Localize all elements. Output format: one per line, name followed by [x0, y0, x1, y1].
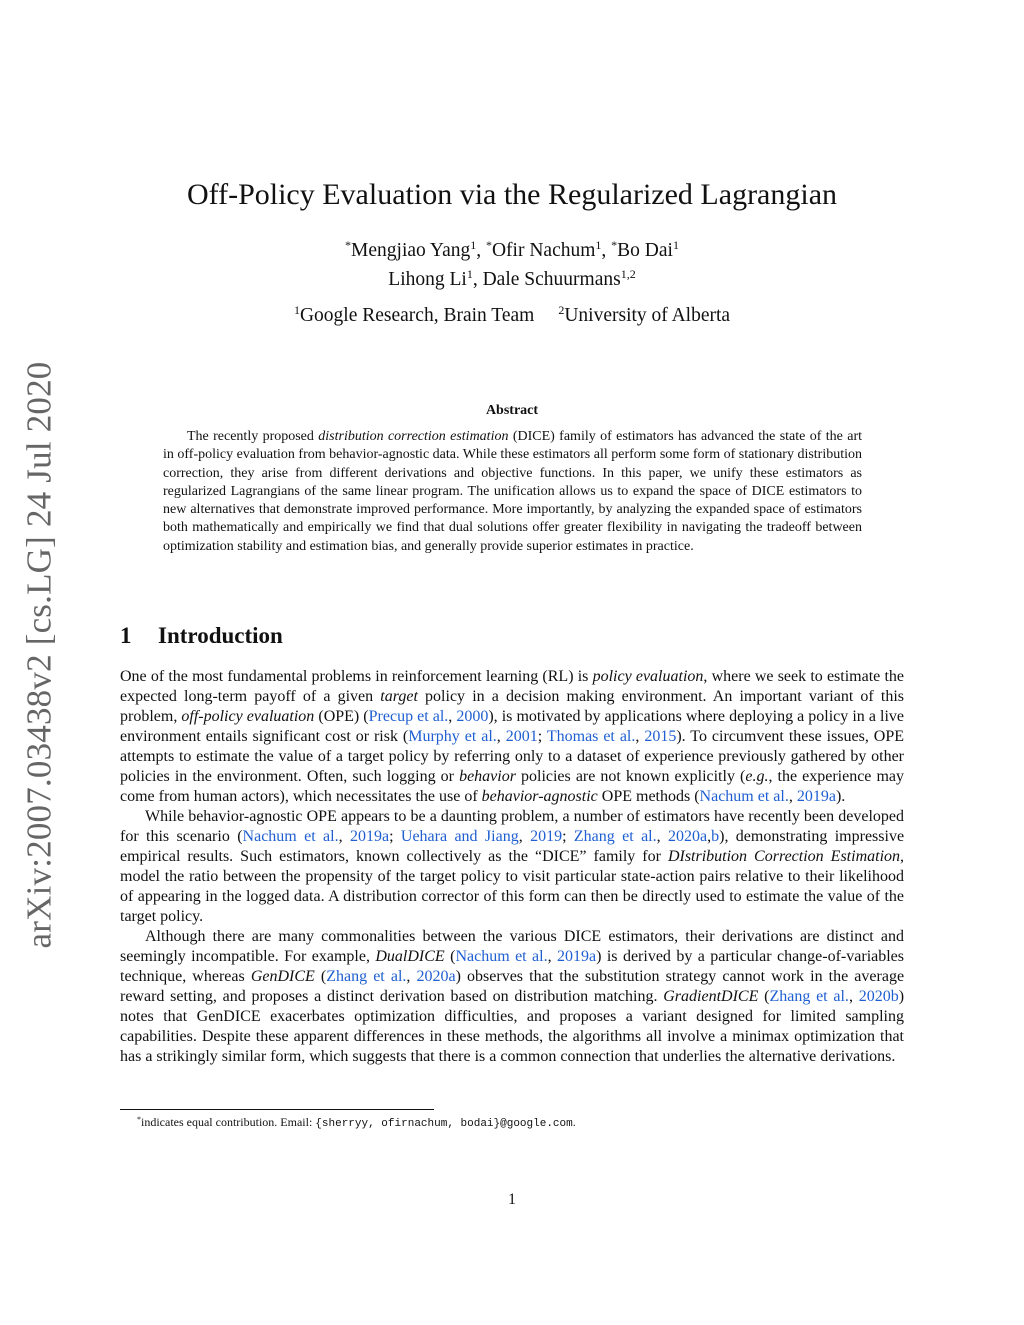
- citation-link[interactable]: Zhang et al.: [573, 828, 657, 845]
- citation-link[interactable]: Uehara and Jiang: [400, 828, 519, 845]
- citation-link[interactable]: 2015: [644, 728, 677, 745]
- affiliation-google: Google Research, Brain Team: [299, 305, 535, 326]
- citation-link[interactable]: 2001: [505, 728, 538, 745]
- author-name: Ofir Nachum: [491, 240, 596, 261]
- citation-link[interactable]: 2020a: [668, 828, 708, 845]
- citation-link[interactable]: Precup et al.: [368, 708, 449, 725]
- citation-link[interactable]: Nachum et al.: [699, 788, 789, 805]
- author-name: Bo Dai: [617, 240, 673, 261]
- citation-link[interactable]: Nachum et al.: [455, 948, 548, 965]
- citation-link[interactable]: Zhang et al.: [769, 988, 849, 1005]
- paragraph-1: One of the most fundamental problems in reinforcement learning (RL) is policy evaluation, where we seek to estimate the expected long-term payoff of a given target policy in a decision making environment. An important variant of this problem, off-policy evaluation (OPE) (Precup et al., 2000), is motivated by applications where deploying a policy in a live environment entails significant cost or risk (Murphy et al., 2001; Thomas et al., 2015). To circumvent these issues, OPE attempts to estimate the value of a target policy by referring only to a dataset of experience previously gathered by other policies in the environment. Often, such logging or behavior policies are not known explicitly (e.g., the experience may come from human actors), which necessitates the use of behavior-agnostic OPE methods (Nachum et al., 2019a).: [120, 668, 905, 805]
- arxiv-stamp: [10, 361, 68, 949]
- citation-link[interactable]: Murphy et al.: [408, 728, 497, 745]
- footnote-rule: [120, 1109, 434, 1110]
- author-name: Lihong Li: [388, 269, 467, 290]
- author-name: Mengjiao Yang: [351, 240, 471, 261]
- citation-link[interactable]: 2019a: [557, 948, 597, 965]
- paragraph-2: While behavior-agnostic OPE appears to be a daunting problem, a number of estimators have recently been developed for this scenario (Nachum et al., 2019a; Uehara and Jiang, 2019; Zhang et al., 2020a,b), demonstrating impressive empirical results. Such estimators, known collectively as the “DICE” family for DIstribution Correction Estimation, model the ratio between the propensity of the target policy to visit particular state-action pairs relative to their likelihood of appearing in the logged data. A distribution corrector of this form can then be directly used to estimate the value of the target policy.: [120, 808, 905, 925]
- author-name: Dale Schuurmans: [482, 269, 621, 290]
- arxiv-id: arXiv:2007.03438v2 [cs.LG] 24 Jul 2020: [19, 361, 59, 949]
- affiliations: $^1$Google Research, Brain Team $^2$University of Alberta: [293, 303, 731, 326]
- citation-link[interactable]: 2020a: [416, 968, 456, 985]
- email-address: {sherryy, ofirnachum, bodai}@google.com: [315, 1118, 573, 1130]
- page-number: 1: [508, 1191, 516, 1208]
- citation-link[interactable]: 2020b: [858, 988, 899, 1005]
- paper-title: Off-Policy Evaluation via the Regularized Lagrangian: [186, 178, 838, 211]
- citation-link[interactable]: 2019: [530, 828, 563, 845]
- affiliation-alberta: University of Alberta: [564, 305, 731, 326]
- paragraph-3: Although there are many commonalities between the various DICE estimators, their derivations are distinct and seemingly incompatible. For example, DualDICE (Nachum et al., 2019a) is derived by a particular change-of-variables technique, whereas GenDICE (Zhang et al., 2020a) observes that the substitution strategy cannot work in the average reward setting, and proposes a distinct derivation based on distribution matching. GradientDICE (Zhang et al., 2020b) notes that GenDICE exacerbates optimization difficulties, and proposes a variant designed for limited sampling capabilities. Despite these apparent differences in these methods, the algorithms all involve a minimax optimization that has a strikingly similar form, which suggests that there is a common connection that underlies the alternative derivations.: [120, 928, 905, 1065]
- citation-link[interactable]: 2019a: [796, 788, 836, 805]
- citation-link[interactable]: b: [711, 828, 720, 845]
- abstract-heading: Abstract: [485, 403, 539, 418]
- abstract-text: The recently proposed distribution correction estimation (DICE) family of estimators has advanced the state of the art in off-policy evaluation from behavior-agnostic data. While these estimators all perform some form of stationary distribution correction, they arise from different derivations and objective functions. In this paper, we unify these estimators as regularized Lagrangians of the same linear program. The unification allows us to expand the space of DICE estimators to new alternatives that demonstrate improved performance. More importantly, by analyzing the expanded space of estimators both mathematically and empirically we find that dual solutions offer greater flexibility in navigating the tradeoff between optimization stability and estimation bias, and generally provide superior estimates in practice.: [163, 429, 863, 554]
- citation-link[interactable]: 2000: [456, 708, 489, 725]
- author-line-2: Lihong Li$^1$, Dale Schuurmans$^{1,2}$: [388, 267, 636, 290]
- introduction-body: [120, 667, 904, 1067]
- citation-link[interactable]: Thomas et al.: [546, 728, 636, 745]
- author-list: [0, 236, 1024, 294]
- section-heading-introduction: 1 Introduction: [120, 623, 283, 648]
- citation-link[interactable]: 2019a: [349, 828, 390, 845]
- author-line-1: *Mengjiao Yang$^1$, *Ofir Nachum$^1$, *Bo Dai$^1$: [345, 238, 679, 261]
- footnote: *indicates equal contribution. Email: {sherryy, ofirnachum, bodai}@google.com.: [137, 1115, 576, 1130]
- citation-link[interactable]: Nachum et al.: [242, 828, 339, 845]
- citation-link[interactable]: Zhang et al.: [326, 968, 407, 985]
